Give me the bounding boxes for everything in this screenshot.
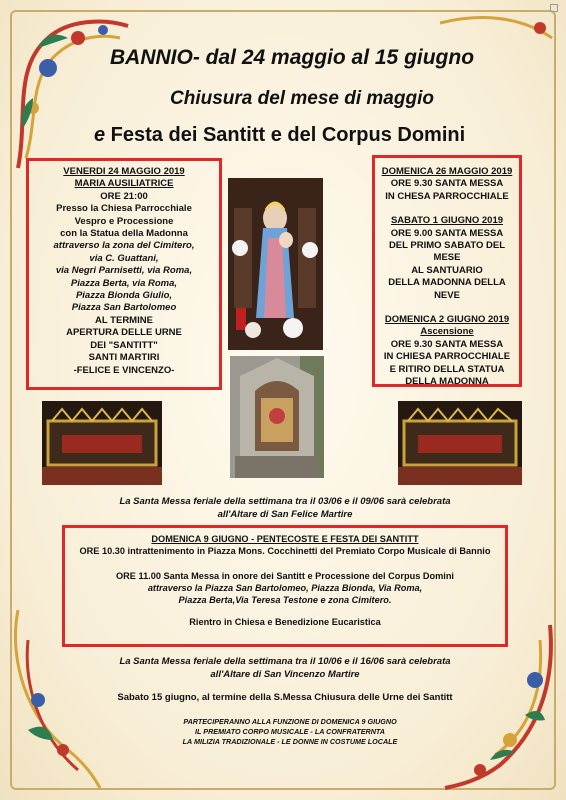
left-line-1: Presso la Chiesa Parrocchiale	[56, 203, 192, 215]
left-route-1: attraverso la zona del Cimitero,	[53, 240, 195, 252]
left-end-5: -FELICE E VINCENZO-	[73, 364, 175, 376]
left-time: ORE 21:00	[100, 190, 148, 202]
pentecost-line-1: ORE 10.30 intrattenimento in Piazza Mons. Cocchinetti del Premiato Corpo Musicale di Bannio	[79, 546, 491, 557]
saturday-closing-line: Sabato 15 giugno, al termine della S.Messa Chiusura delle Urne dei Santitt	[117, 692, 453, 703]
right-d1-line-a: ORE 9.30 SANTA MESSA	[390, 178, 504, 190]
pentecost-title: DOMENICA 9 GIUGNO - PENTECOSTE E FESTA DEI SANTITT	[151, 534, 419, 544]
title-line-3	[94, 124, 514, 147]
caption-2-line-1: La Santa Messa feriale della settimana tra il 10/06 e il 16/06 sarà celebrata	[119, 656, 451, 667]
title-line-3-italic: e	[94, 124, 106, 146]
weekday-mass-caption-1	[90, 496, 480, 521]
pentecost-line-5: Rientro in Chiesa e Benedizione Eucaristica	[189, 617, 381, 628]
left-route-5: Piazza Bionda Giulio,	[75, 290, 173, 302]
title-line-3-rest: Festa dei Santitt e del Corpus Domini	[105, 124, 466, 146]
chapel-photo	[230, 356, 324, 478]
caption-2-line-2: all'Altare di San Vincenzo Martire	[210, 668, 360, 680]
pentecost-line-3: attraverso la Piazza San Bartolomeo, Piazza Bionda, Via Roma,	[147, 582, 423, 593]
right-d3-line-b: IN CHIESA PARROCCHIALE	[383, 351, 511, 363]
right-d1-line-b: IN CHESA PARROCCHIALE	[385, 190, 509, 202]
right-date-3: DOMENICA 2 GIUGNO 2019	[384, 314, 510, 326]
right-box-text	[375, 166, 519, 389]
right-d2-line-a: ORE 9.00 SANTA MESSA	[390, 227, 504, 239]
right-date-2: SABATO 1 GIUGNO 2019	[390, 215, 504, 227]
top-left-ornament	[8, 8, 138, 178]
left-route-6: Piazza San Bartolomeo	[71, 302, 177, 314]
left-end-3: DEI "SANTITT"	[90, 339, 158, 351]
left-date: VENERDI 24 MAGGIO 2019	[63, 166, 185, 177]
right-d3-title: Ascensione	[420, 326, 474, 338]
left-route-2: via C. Guattani,	[89, 252, 159, 264]
left-line-3: con la Statua della Madonna	[60, 228, 188, 240]
left-box-text	[30, 166, 218, 377]
caption-1-line-1: La Santa Messa feriale della settimana tra il 03/06 e il 09/06 sarà celebrata	[119, 496, 451, 507]
left-end-2: APERTURA DELLE URNE	[66, 327, 182, 339]
footer-line-2: IL PREMIATO CORPO MUSICALE - LA CONFRATERNTA	[195, 726, 385, 736]
title-line-2: Chiusura del mese di maggio	[170, 88, 434, 109]
madonna-statue-photo	[228, 178, 323, 350]
right-d3-line-a: ORE 9.30 SANTA MESSA	[390, 338, 504, 350]
weekday-mass-caption-2	[90, 656, 480, 681]
left-route-3: via Negri Parnisetti, via Roma,	[55, 265, 193, 277]
pentecost-box-text	[66, 533, 504, 629]
right-d3-line-c: E RITIRO DELLA STATUA	[389, 363, 505, 375]
left-line-2: Vespro e Processione	[74, 215, 174, 227]
pentecost-line-2: ORE 11.00 Santa Messa in onore dei Santitt e Processione del Corpus Domini	[116, 570, 454, 581]
right-d2-line-b: DEL PRIMO SABATO DEL MESE	[388, 240, 506, 264]
right-d2-line-d: DELLA MADONNA DELLA NEVE	[388, 277, 506, 301]
left-name: MARIA AUSILIATRICE	[74, 178, 174, 190]
left-end-1: AL TERMINE	[95, 314, 153, 326]
participants-footer	[150, 717, 430, 746]
pentecost-line-4: Piazza Berta,Via Teresa Testone e zona Cimitero.	[178, 595, 392, 606]
left-urn-photo	[42, 401, 162, 485]
footer-line-1: PARTECIPERANNO ALLA FUNZIONE DI DOMENICA 9 GIUGNO	[183, 717, 397, 726]
title-line-1: BANNIO- dal 24 maggio al 15 giugno	[110, 46, 475, 69]
left-end-4: SANTI MARTIRI	[88, 352, 160, 364]
footer-line-3: LA MILIZIA TRADIZIONALE - LE DONNE IN COSTUME LOCALE	[182, 736, 398, 746]
right-date-1: DOMENICA 26 MAGGIO 2019	[381, 166, 513, 177]
right-urn-photo	[398, 401, 522, 485]
right-d2-line-c: AL SANTUARIO	[411, 264, 483, 276]
left-route-4: Piazza Berta, via Roma,	[70, 277, 178, 289]
caption-1-line-2: all'Altare di San Felice Martire	[217, 508, 353, 520]
right-d3-line-d: DELLA MADONNA	[405, 376, 489, 388]
